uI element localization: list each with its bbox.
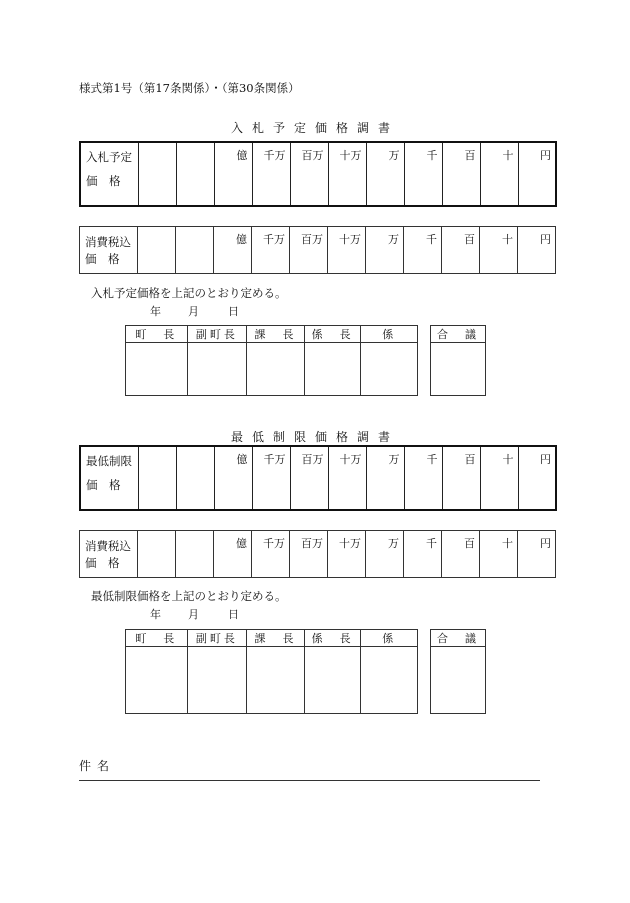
stamp-cell[interactable] (187, 647, 247, 714)
unit-oku[interactable]: 億 (214, 531, 252, 578)
unit-en[interactable]: 円 (518, 227, 556, 274)
subject-line[interactable] (79, 780, 540, 781)
planned-price-table (79, 141, 557, 207)
unit-man[interactable]: 万 (366, 446, 404, 510)
date-month: 月 (188, 305, 199, 318)
approval-header-deputy-mayor: 副町長 (187, 326, 247, 343)
approval-table (125, 629, 418, 714)
amount-cell[interactable] (176, 446, 214, 510)
unit-oku[interactable]: 億 (214, 446, 252, 510)
unit-senman[interactable]: 千万 (252, 227, 290, 274)
amount-cell[interactable] (138, 446, 176, 510)
unit-senman[interactable]: 千万 (252, 531, 290, 578)
stamp-cell[interactable] (361, 343, 418, 396)
unit-ju[interactable]: 十 (480, 227, 518, 274)
approval-header-section-chief: 課 長 (247, 630, 305, 647)
minimum-price-table (79, 445, 557, 511)
stamp-cell[interactable] (247, 647, 305, 714)
approval-header-mayor: 町 長 (126, 630, 188, 647)
planned-price-statement: 入札予定価格を上記のとおり定める。 (91, 286, 287, 300)
subject-label: 件名 (79, 759, 116, 773)
consultation-header: 合 議 (431, 326, 486, 343)
section-title-planned-price: 入札予定価格調書 (230, 121, 399, 135)
approval-header-staff: 係 (361, 630, 418, 647)
unit-hyaku[interactable]: 百 (442, 531, 480, 578)
minimum-price-statement: 最低制限価格を上記のとおり定める。 (91, 589, 287, 603)
unit-sen[interactable]: 千 (404, 227, 442, 274)
unit-oku[interactable]: 億 (214, 227, 252, 274)
stamp-cell[interactable] (431, 647, 486, 714)
unit-ju[interactable]: 十 (480, 531, 518, 578)
date-day: 日 (228, 305, 239, 318)
unit-juman[interactable]: 十万 (328, 142, 366, 206)
unit-ju[interactable]: 十 (480, 142, 518, 206)
consultation-header: 合 議 (431, 630, 486, 647)
stamp-cell[interactable] (304, 647, 361, 714)
unit-man[interactable]: 万 (366, 531, 404, 578)
minimum-price-date (150, 606, 239, 622)
amount-cell[interactable] (176, 531, 214, 578)
tax-included-label: 消費税込 価 格 (80, 227, 138, 274)
stamp-cell[interactable] (247, 343, 305, 396)
unit-en[interactable]: 円 (518, 531, 556, 578)
stamp-cell[interactable] (126, 647, 188, 714)
amount-cell[interactable] (138, 142, 176, 206)
unit-sen[interactable]: 千 (404, 531, 442, 578)
approval-header-staff: 係 (361, 326, 418, 343)
stamp-cell[interactable] (304, 343, 361, 396)
unit-ju[interactable]: 十 (480, 446, 518, 510)
unit-hyaku[interactable]: 百 (442, 227, 480, 274)
consultation-table (430, 629, 486, 714)
consultation-table (430, 325, 486, 396)
unit-juman[interactable]: 十万 (328, 227, 366, 274)
unit-senman[interactable]: 千万 (252, 446, 290, 510)
amount-cell[interactable] (176, 142, 214, 206)
stamp-cell[interactable] (126, 343, 188, 396)
unit-en[interactable]: 円 (518, 446, 556, 510)
minimum-price-label: 最低制限 価 格 (80, 446, 138, 510)
date-month: 月 (188, 608, 199, 621)
stamp-cell[interactable] (361, 647, 418, 714)
date-year: 年 (150, 608, 161, 621)
planned-price-tax-table (79, 226, 556, 274)
unit-hyaku[interactable]: 百 (442, 142, 480, 206)
planned-price-date (150, 303, 239, 319)
form-number: 様式第1号（第17条関係）・（第30条関係） (79, 81, 300, 95)
unit-sen[interactable]: 千 (404, 446, 442, 510)
stamp-cell[interactable] (431, 343, 486, 396)
tax-included-label: 消費税込 価 格 (80, 531, 138, 578)
amount-cell[interactable] (138, 531, 176, 578)
unit-oku[interactable]: 億 (214, 142, 252, 206)
minimum-price-tax-table (79, 530, 556, 578)
unit-hyakuman[interactable]: 百万 (290, 531, 328, 578)
unit-man[interactable]: 万 (366, 142, 404, 206)
approval-header-subsection-chief: 係 長 (304, 326, 361, 343)
unit-sen[interactable]: 千 (404, 142, 442, 206)
amount-cell[interactable] (138, 227, 176, 274)
approval-header-section-chief: 課 長 (247, 326, 305, 343)
unit-hyakuman[interactable]: 百万 (290, 142, 328, 206)
amount-cell[interactable] (176, 227, 214, 274)
unit-hyakuman[interactable]: 百万 (290, 446, 328, 510)
approval-header-subsection-chief: 係 長 (304, 630, 361, 647)
date-day: 日 (228, 608, 239, 621)
approval-header-deputy-mayor: 副町長 (187, 630, 247, 647)
unit-senman[interactable]: 千万 (252, 142, 290, 206)
unit-hyaku[interactable]: 百 (442, 446, 480, 510)
unit-juman[interactable]: 十万 (328, 531, 366, 578)
planned-price-label: 入札予定 価 格 (80, 142, 138, 206)
unit-man[interactable]: 万 (366, 227, 404, 274)
unit-en[interactable]: 円 (518, 142, 556, 206)
unit-hyakuman[interactable]: 百万 (290, 227, 328, 274)
approval-header-mayor: 町 長 (126, 326, 188, 343)
approval-table (125, 325, 418, 396)
stamp-cell[interactable] (187, 343, 247, 396)
unit-juman[interactable]: 十万 (328, 446, 366, 510)
section-title-minimum-price: 最低制限価格調書 (230, 430, 399, 444)
date-year: 年 (150, 305, 161, 318)
